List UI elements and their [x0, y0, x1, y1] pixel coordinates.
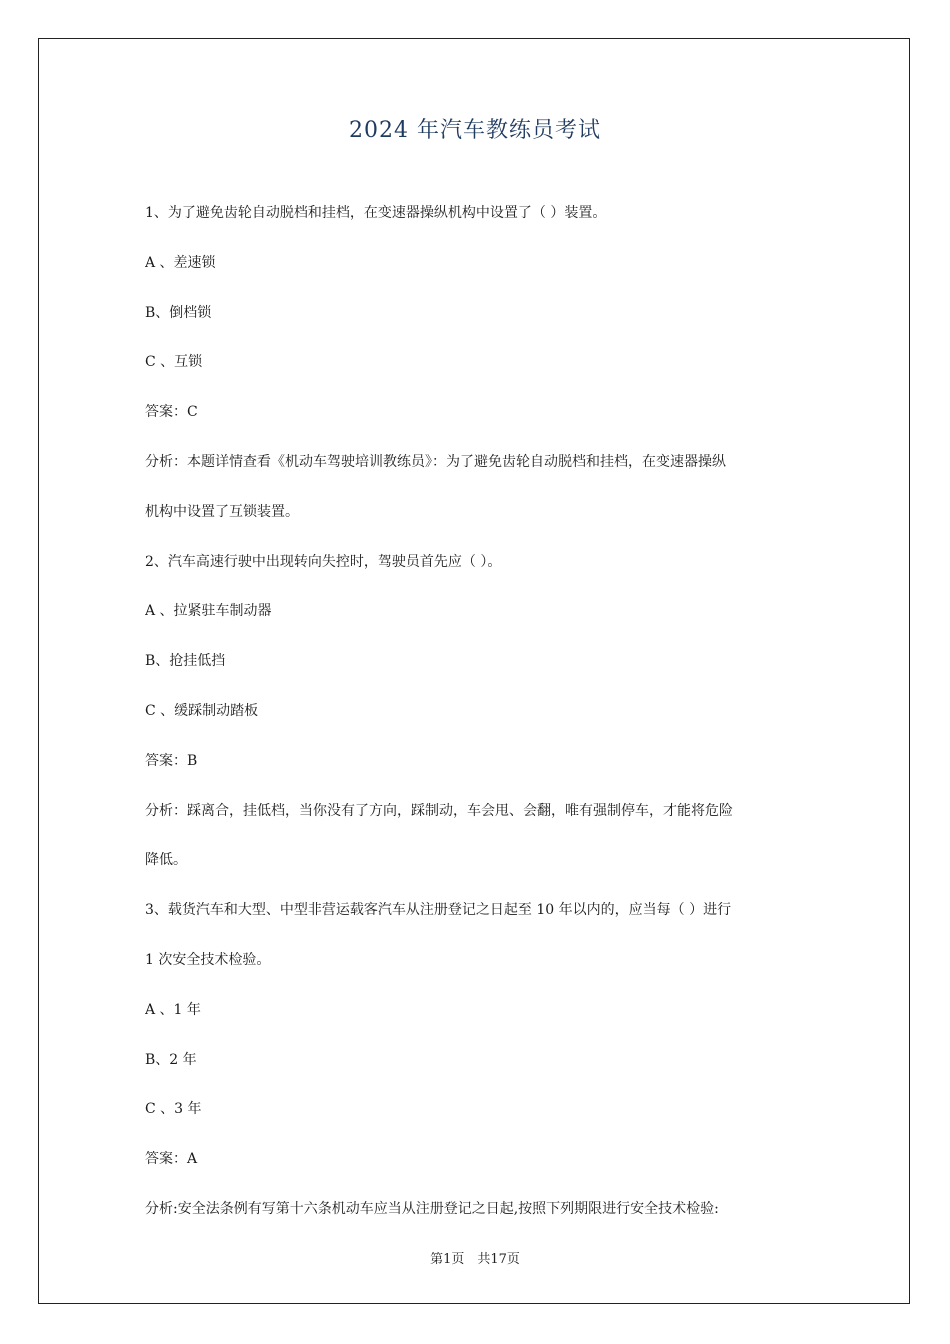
- text-line: A 、差速锁: [145, 254, 216, 271]
- text-line: C 、缓踩制动踏板: [145, 702, 259, 719]
- document-body: [145, 198, 813, 1244]
- text-line: 分析：踩离合，挂低档，当你没有了方向，踩制动，车会甩、会翻，唯有强制停车，才能将危险: [145, 802, 733, 819]
- text-line: 分析：本题详情查看《机动车驾驶培训教练员》：为了避免齿轮自动脱档和挂档，在变速器操纵: [145, 453, 726, 470]
- text-line: C 、3 年: [145, 1101, 202, 1118]
- text-line: B、倒档锁: [145, 304, 212, 321]
- text-line: 3、载货汽车和大型、中型非营运载客汽车从注册登记之日起至 10 年以内的，应当每（ ）进行: [145, 902, 732, 919]
- text-line: 答案：A: [145, 1151, 198, 1168]
- text-line: A 、1 年: [145, 1001, 201, 1018]
- text-line: 1、为了避免齿轮自动脱档和挂档，在变速器操纵机构中设置了（ ）装置。: [145, 205, 607, 221]
- text-line: 1 次安全技术检验。: [145, 951, 271, 968]
- text-line: C 、互锁: [145, 354, 203, 371]
- text-line: B、抢挂低挡: [145, 653, 226, 670]
- page-footer: 第1页 共17页: [430, 1252, 520, 1267]
- text-line: 分析:安全法条例有写第十六条机动车应当从注册登记之日起,按照下列期限进行安全技术检验:: [145, 1200, 719, 1217]
- text-line: B、2 年: [145, 1051, 197, 1068]
- text-line: 机构中设置了互锁装置。: [145, 503, 299, 520]
- text-line: 答案：C: [145, 404, 198, 421]
- document-title: 2024 年汽车教练员考试: [349, 118, 601, 143]
- text-line: 2、汽车高速行驶中出现转向失控时，驾驶员首先应（ ）。: [145, 553, 502, 570]
- text-line: A 、拉紧驻车制动器: [145, 603, 272, 620]
- text-line: 降低。: [145, 852, 187, 869]
- text-line: 答案：B: [145, 752, 198, 769]
